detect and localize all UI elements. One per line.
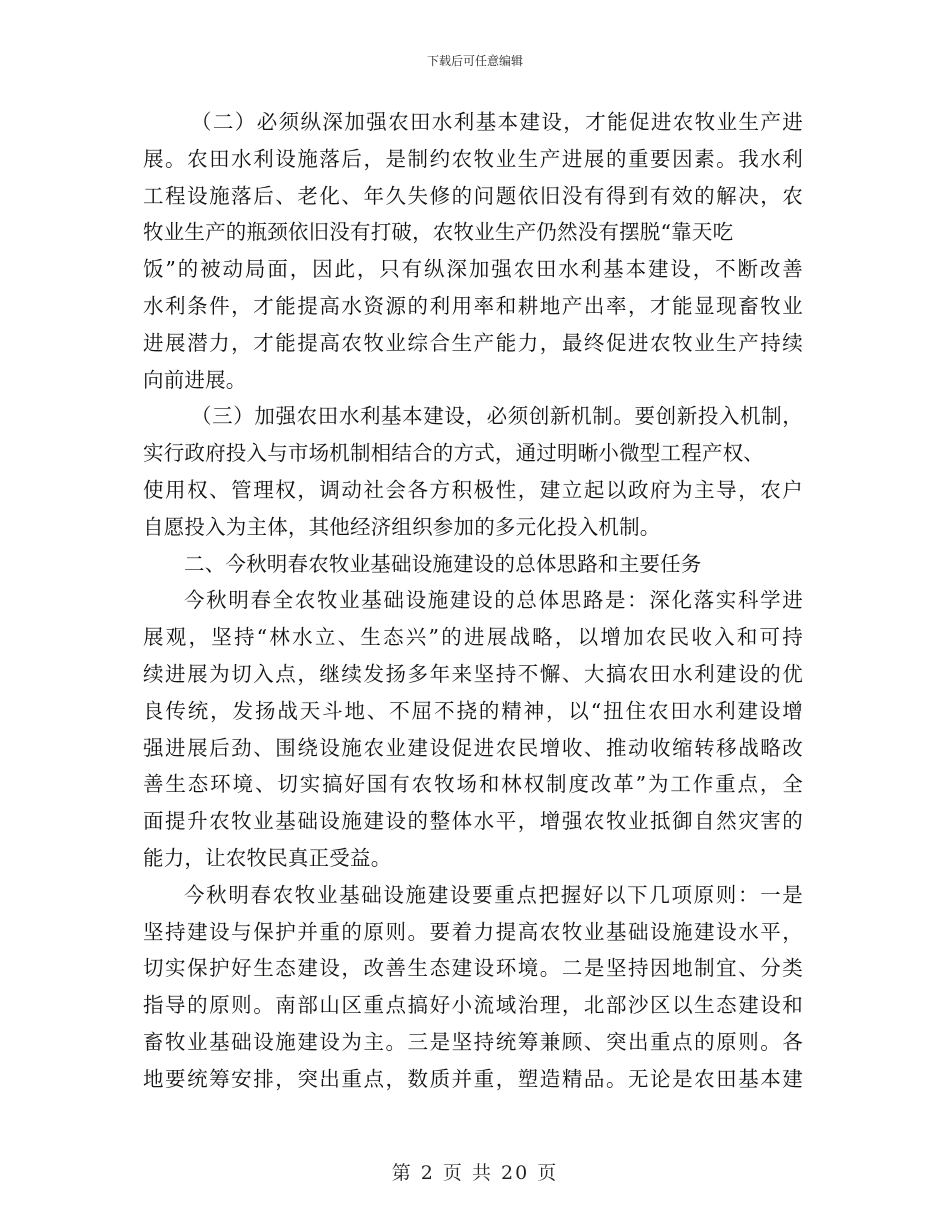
text-line: 今秋明春全农牧业基础设施建设的总体思路是：深化落实科学进 bbox=[184, 588, 803, 613]
text-line: 畜牧业基础设施建设为主。三是坚持统筹兼顾、突出重点的原则。各 bbox=[143, 1029, 803, 1054]
text-line: 能力，让农牧民真正受益。 bbox=[143, 845, 392, 870]
text-line: 进展潜力，才能提高农牧业综合生产能力，最终促进农牧业生产持续 bbox=[143, 330, 803, 355]
text-line: 向前进展。 bbox=[143, 367, 247, 392]
text-line: 实行政府投入与市场机制相结合的方式，通过明晰小微型工程产权、 bbox=[143, 441, 764, 466]
text-line: 水利条件，才能提高水资源的利用率和耕地产出率，才能显现畜牧业 bbox=[143, 293, 803, 318]
text-line: （三）加强农田水利基本建设，必须创新机制。要创新投入机制， bbox=[191, 404, 803, 429]
text-line: 展观，坚持“林水立、生态兴”的进展战略，以增加农民收入和可持 bbox=[143, 625, 803, 650]
text-line: 切实保护好生态建设，改善生态建设环境。二是坚持因地制宜、分类 bbox=[143, 956, 803, 981]
page-header: 下载后可任意编辑 bbox=[426, 54, 523, 68]
text-line: 坚持建设与保护并重的原则。要着力提高农牧业基础设施建设水平， bbox=[143, 919, 803, 944]
text-line: 自愿投入为主体，其他经济组织参加的多元化投入机制。 bbox=[143, 514, 661, 539]
text-line: 饭”的被动局面，因此，只有纵深加强农田水利基本建设，不断改善 bbox=[143, 257, 803, 282]
text-line: 牧业生产的瓶颈依旧没有打破，农牧业生产仍然没有摆脱“靠天吃 bbox=[143, 220, 734, 245]
text-line: 工程设施落后、老化、年久失修的问题依旧没有得到有效的解决，农 bbox=[143, 183, 803, 208]
page-footer: 第 2 页 共 20 页 bbox=[391, 1162, 559, 1184]
text-line: 指导的原则。南部山区重点搞好小流域治理，北部沙区以生态建设和 bbox=[143, 993, 803, 1018]
text-line: 展。农田水利设施落后，是制约农牧业生产进展的重要因素。我水利 bbox=[143, 146, 803, 171]
text-line: 地要统筹安排，突出重点，数质并重，塑造精品。无论是农田基本建 bbox=[143, 1066, 803, 1091]
text-line: 今秋明春农牧业基础设施建设要重点把握好以下几项原则：一是 bbox=[184, 882, 803, 907]
text-line: 二、今秋明春农牧业基础设施建设的总体思路和主要任务 bbox=[184, 551, 702, 576]
text-line: 强进展后劲、围绕设施农业建设促进农民增收、推动收缩转移战略改 bbox=[143, 735, 803, 760]
document-body bbox=[143, 104, 803, 1098]
text-line: 善生态环境、切实搞好国有农牧场和林权制度改革”为工作重点，全 bbox=[143, 772, 803, 797]
text-line: （二）必须纵深加强农田水利基本建设，才能促进农牧业生产进 bbox=[191, 110, 803, 134]
text-line: 面提升农牧业基础设施建设的整体水平，增强农牧业抵御自然灾害的 bbox=[143, 809, 803, 834]
text-line: 良传统，发扬战天斗地、不屈不挠的精神，以“扭住农田水利建设增 bbox=[143, 698, 803, 723]
text-line: 续进展为切入点，继续发扬多年来坚持不懈、大搞农田水利建设的优 bbox=[143, 661, 803, 686]
text-line: 使用权、管理权，调动社会各方积极性，建立起以政府为主导，农户 bbox=[143, 477, 803, 502]
